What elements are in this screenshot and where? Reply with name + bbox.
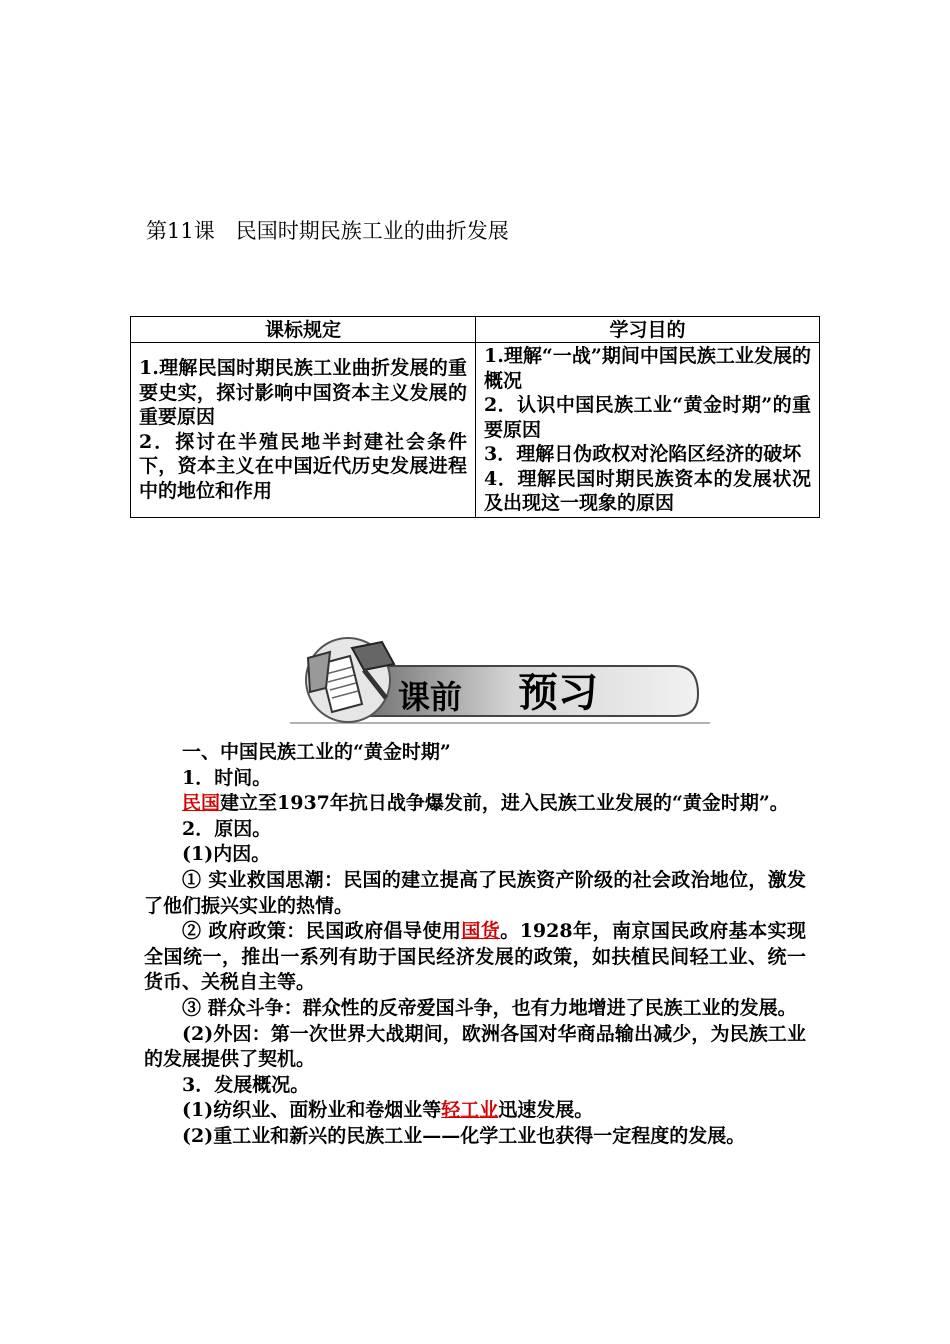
highlight-answer: 民国: [182, 792, 221, 815]
preview-banner: [290, 626, 710, 726]
paragraph: [144, 1098, 806, 1124]
standards-cell: [131, 343, 476, 518]
table-header-objectives: 学习目的: [476, 317, 820, 343]
highlight-answer: 轻工业: [441, 1099, 499, 1122]
paragraph: ① 实业救国思潮：民国的建立提高了民族资产阶级的社会政治地位，激发了他们振兴实业的热情。: [144, 868, 806, 917]
text: (1)纺织业、面粉业和卷烟业等: [182, 1099, 442, 1122]
text: 。1928年，南京国民政府基本实现全国统一，推出一系列有助于国民经济发展的政策，如扶植民间轻工业、统一货币、关税自主等。: [144, 920, 806, 994]
page-title: 第11课 民国时期民族工业的曲折发展: [146, 219, 509, 243]
text: ② 政府政策：民国政府倡导使用: [182, 920, 462, 943]
objective-item: 3．理解日伪政权对沦陷区经济的破坏: [484, 443, 802, 465]
standards-table: [130, 316, 820, 518]
highlight-answer: 国货: [461, 920, 501, 943]
standard-item: 1.理解民国时期民族工业曲折发展的重要史实，探讨影响中国资本主义发展的重要原因: [139, 357, 467, 429]
paragraph: (1)内因。: [182, 843, 271, 866]
objective-item: 4．理解民国时期民族资本的发展状况及出现这一现象的原因: [484, 467, 811, 514]
paragraph: 1．时间。: [182, 766, 272, 789]
paragraph: [144, 791, 806, 817]
table-header-standards: 课标规定: [131, 317, 476, 343]
paragraph: ③ 群众斗争：群众性的反帝爱国斗争，也有力地增进了民族工业的发展。: [182, 996, 797, 1019]
table-row: [131, 343, 820, 518]
paragraph: (2)重工业和新兴的民族工业——化学工业也获得一定程度的发展。: [182, 1124, 746, 1147]
paragraph: [144, 919, 806, 996]
section-heading: 一、中国民族工业的“黄金时期”: [182, 741, 451, 763]
objective-item: 2．认识中国民族工业“黄金时期”的重要原因: [484, 394, 811, 441]
banner-text-2: 预习: [518, 670, 598, 716]
standard-item: 2．探讨在半殖民地半封建社会条件下，资本主义在中国近代历史发展进程中的地位和作用: [139, 430, 467, 502]
text: 迅速发展。: [498, 1099, 594, 1122]
text: 建立至1937年抗日战争爆发前，进入民族工业发展的“黄金时期”。: [220, 792, 789, 815]
banner-text-1: 课前: [398, 678, 463, 716]
paragraph: 2．原因。: [182, 817, 272, 840]
paragraph: 3．发展概况。: [182, 1073, 310, 1096]
objectives-cell: [476, 343, 820, 518]
objective-item: 1.理解“一战”期间中国民族工业发展的概况: [484, 345, 811, 392]
preview-content: [144, 740, 806, 1150]
table-header-row: [131, 317, 820, 343]
paragraph: (2)外因：第一次世界大战期间，欧洲各国对华商品输出减少，为民族工业的发展提供了契机。: [144, 1022, 806, 1071]
